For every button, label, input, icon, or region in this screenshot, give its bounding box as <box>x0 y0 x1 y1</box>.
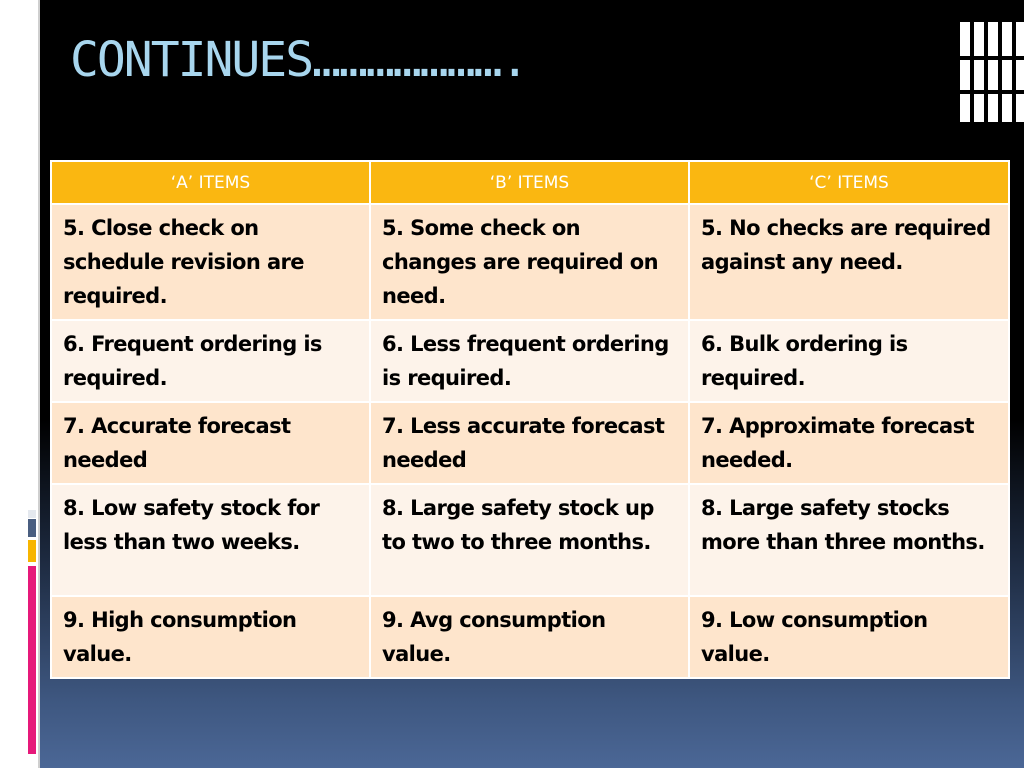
header-a-items: ‘A’ ITEMS <box>51 161 370 204</box>
decor-block-magenta <box>28 566 36 754</box>
corner-gap <box>960 90 1024 94</box>
cell-text: 8. Large safety stocks more than three months. <box>701 496 985 554</box>
cell-c <box>689 596 1009 678</box>
decor-block-light <box>28 510 36 518</box>
corner-gap <box>960 56 1024 60</box>
corner-bar <box>1002 22 1012 122</box>
table-header-row <box>51 161 1009 204</box>
cell-text: 6. Frequent ordering is required. <box>63 332 322 390</box>
corner-bar <box>960 22 970 122</box>
cell-a <box>51 320 370 402</box>
cell-b <box>370 204 689 320</box>
header-c-items: ‘C’ ITEMS <box>689 161 1009 204</box>
corner-bar <box>988 22 998 122</box>
cell-text: 8. Large safety stock up to two to three months. <box>382 496 654 554</box>
cell-a <box>51 484 370 596</box>
cell-text: 7. Approximate forecast needed. <box>701 414 974 472</box>
cell-b <box>370 320 689 402</box>
cell-text: 6. Less frequent ordering is required. <box>382 332 669 390</box>
cell-c <box>689 320 1009 402</box>
cell-text: 5. Some check on changes are required on need. <box>382 216 658 308</box>
cell-text: 9. Low consumption value. <box>701 608 928 666</box>
header-b-items: ‘B’ ITEMS <box>370 161 689 204</box>
cell-c <box>689 484 1009 596</box>
cell-text: 7. Accurate forecast needed <box>63 414 291 472</box>
decor-block-slate <box>28 519 36 537</box>
corner-bar <box>1016 22 1024 122</box>
cell-a <box>51 596 370 678</box>
table-row <box>51 320 1009 402</box>
table-row <box>51 484 1009 596</box>
cell-text: 6. Bulk ordering is required. <box>701 332 908 390</box>
table-row <box>51 596 1009 678</box>
cell-b <box>370 596 689 678</box>
cell-text: 9. Avg consumption value. <box>382 608 606 666</box>
cell-text: 8. Low safety stock for less than two weeks. <box>63 496 320 554</box>
table-row <box>51 204 1009 320</box>
corner-bar <box>974 22 984 122</box>
cell-text: 5. No checks are required against any need. <box>701 216 991 274</box>
decor-block-amber <box>28 540 36 562</box>
cell-c <box>689 402 1009 484</box>
abc-items-table <box>50 160 1010 679</box>
left-sidebar-strip <box>0 0 40 768</box>
cell-a <box>51 204 370 320</box>
cell-a <box>51 402 370 484</box>
cell-text: 5. Close check on schedule revision are required. <box>63 216 304 308</box>
sidebar-edge-line <box>38 0 40 768</box>
cell-text: 9. High consumption value. <box>63 608 297 666</box>
table-row <box>51 402 1009 484</box>
cell-b <box>370 402 689 484</box>
slide-title: CONTINUES…………………. <box>70 32 528 88</box>
cell-b <box>370 484 689 596</box>
cell-c <box>689 204 1009 320</box>
decorative-corner-bars <box>960 22 1024 122</box>
cell-text: 7. Less accurate forecast needed <box>382 414 665 472</box>
